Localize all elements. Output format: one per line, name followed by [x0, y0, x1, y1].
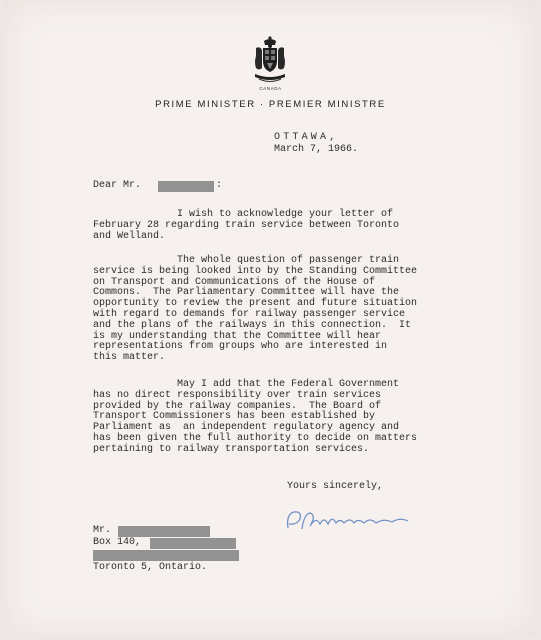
address-city: Toronto 5, Ontario.: [93, 562, 208, 573]
addressee-title: Mr.: [93, 525, 112, 536]
body-paragraph-1: I wish to acknowledge your letter of February 28 regarding train service between Toronto and Welland.: [93, 209, 400, 242]
address-box: Box 140,: [93, 537, 142, 548]
redacted-recipient-name: [158, 181, 214, 192]
office-heading: PRIME MINISTER · PREMIER MINISTRE: [155, 99, 386, 110]
redacted-addressee-name: [118, 526, 210, 537]
body-paragraph-2: The whole question of passenger train service is being looked into by the Standing Committee on Transport and Communications of the House of Commons. The Parliamentary Committee will have the opportunity to review the present and future situation with regard to demands for railway passenger service and the plans of the railways in this connection. It is my understanding that the Committee will hear representations from groups who are interested in this matter.: [93, 255, 418, 364]
coat-of-arms-icon: [250, 34, 290, 86]
salutation: Dear Mr.: [93, 180, 142, 191]
crest-caption: CANADA: [259, 86, 282, 91]
salutation-colon: :: [216, 180, 223, 191]
letter-place: OTTAWA,: [274, 132, 339, 143]
redacted-address-street: [150, 538, 236, 549]
signature: [280, 502, 430, 538]
closing: Yours sincerely,: [287, 481, 384, 492]
redacted-address-line: [93, 550, 239, 561]
body-paragraph-3: May I add that the Federal Government has no direct responsibility over train services provided by the railway companies. The Board of Transport Commissioners has been established by Parliament as an independent regulatory agency and has been given the full authority to decide on matters pertaining to railway transportation services.: [93, 379, 418, 455]
letter-date: March 7, 1966.: [274, 144, 359, 155]
